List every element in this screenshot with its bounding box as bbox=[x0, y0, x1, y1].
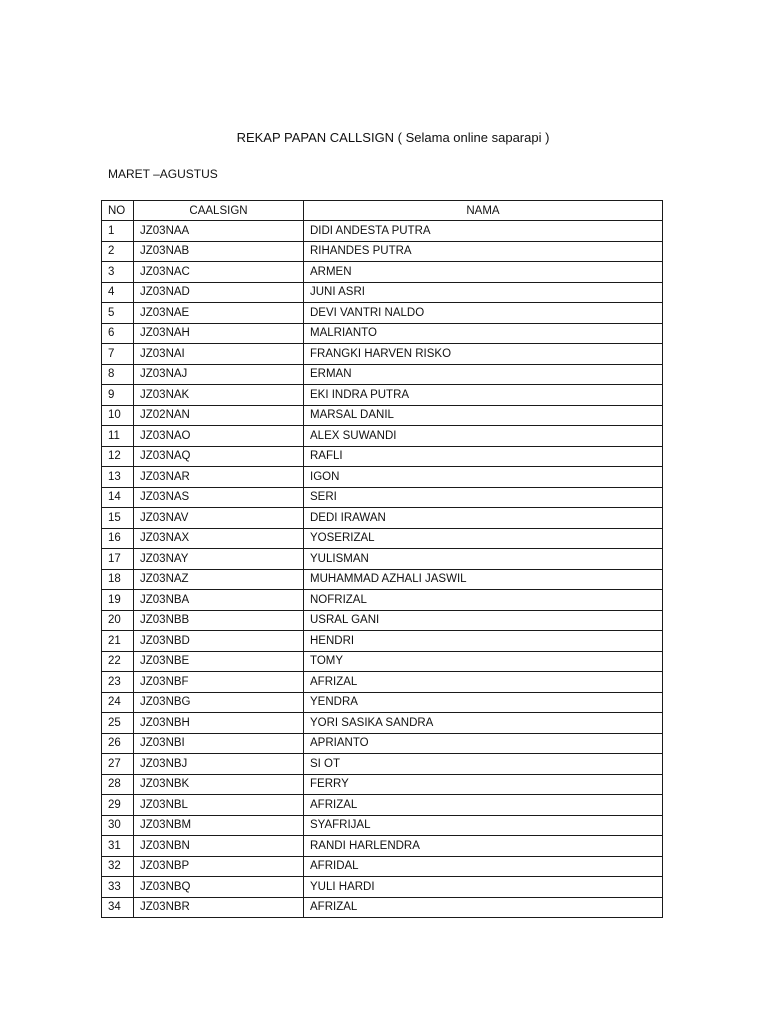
table-row bbox=[102, 733, 663, 754]
callsign-cell: JZ03NBR bbox=[134, 897, 304, 918]
row-number-cell: 34 bbox=[102, 897, 134, 918]
callsign-cell: JZ03NAI bbox=[134, 344, 304, 365]
row-number-cell: 19 bbox=[102, 590, 134, 611]
table-row bbox=[102, 528, 663, 549]
row-number-cell: 27 bbox=[102, 754, 134, 775]
row-number-cell: 14 bbox=[102, 487, 134, 508]
table-header bbox=[102, 201, 663, 221]
callsign-cell: JZ03NBF bbox=[134, 672, 304, 693]
name-cell: FRANGKI HARVEN RISKO bbox=[304, 344, 663, 365]
name-cell: MUHAMMAD AZHALI JASWIL bbox=[304, 569, 663, 590]
row-number-cell: 10 bbox=[102, 405, 134, 426]
table-row bbox=[102, 426, 663, 447]
callsign-cell: JZ03NBA bbox=[134, 590, 304, 611]
callsign-cell: JZ03NBI bbox=[134, 733, 304, 754]
row-number-cell: 28 bbox=[102, 774, 134, 795]
row-number-cell: 12 bbox=[102, 446, 134, 467]
table-row bbox=[102, 795, 663, 816]
name-cell: JUNI ASRI bbox=[304, 282, 663, 303]
table-row bbox=[102, 282, 663, 303]
name-cell: HENDRI bbox=[304, 631, 663, 652]
row-number-cell: 13 bbox=[102, 467, 134, 488]
table-row bbox=[102, 897, 663, 918]
row-number-cell: 31 bbox=[102, 836, 134, 857]
table-row bbox=[102, 815, 663, 836]
row-number-cell: 4 bbox=[102, 282, 134, 303]
row-number-cell: 24 bbox=[102, 692, 134, 713]
name-cell: TOMY bbox=[304, 651, 663, 672]
callsign-cell: JZ03NAO bbox=[134, 426, 304, 447]
row-number-cell: 11 bbox=[102, 426, 134, 447]
period-subtitle: MARET –AGUSTUS bbox=[108, 167, 218, 181]
name-cell: YULISMAN bbox=[304, 549, 663, 570]
callsign-cell: JZ03NBK bbox=[134, 774, 304, 795]
name-cell: SI OT bbox=[304, 754, 663, 775]
callsign-cell: JZ03NBD bbox=[134, 631, 304, 652]
row-number-cell: 22 bbox=[102, 651, 134, 672]
table-row bbox=[102, 303, 663, 324]
table-row bbox=[102, 385, 663, 406]
name-cell: AFRIZAL bbox=[304, 672, 663, 693]
table-row bbox=[102, 405, 663, 426]
table-row bbox=[102, 774, 663, 795]
table-row bbox=[102, 446, 663, 467]
table-row bbox=[102, 836, 663, 857]
callsign-cell: JZ03NAX bbox=[134, 528, 304, 549]
callsign-cell: JZ03NAK bbox=[134, 385, 304, 406]
name-cell: APRIANTO bbox=[304, 733, 663, 754]
name-cell: DIDI ANDESTA PUTRA bbox=[304, 221, 663, 242]
callsign-cell: JZ03NAY bbox=[134, 549, 304, 570]
name-cell: RANDI HARLENDRA bbox=[304, 836, 663, 857]
name-cell: NOFRIZAL bbox=[304, 590, 663, 611]
name-cell: USRAL GANI bbox=[304, 610, 663, 631]
row-number-cell: 5 bbox=[102, 303, 134, 324]
row-number-cell: 30 bbox=[102, 815, 134, 836]
callsign-cell: JZ03NAJ bbox=[134, 364, 304, 385]
name-cell: YORI SASIKA SANDRA bbox=[304, 713, 663, 734]
name-cell: ALEX SUWANDI bbox=[304, 426, 663, 447]
table-row bbox=[102, 877, 663, 898]
table-row bbox=[102, 610, 663, 631]
name-cell: SYAFRIJAL bbox=[304, 815, 663, 836]
table-row bbox=[102, 569, 663, 590]
table-row bbox=[102, 672, 663, 693]
name-cell: DEVI VANTRI NALDO bbox=[304, 303, 663, 324]
header-nama: NAMA bbox=[304, 201, 663, 221]
callsign-cell: JZ03NAB bbox=[134, 241, 304, 262]
row-number-cell: 2 bbox=[102, 241, 134, 262]
table-row bbox=[102, 487, 663, 508]
callsign-cell: JZ03NBL bbox=[134, 795, 304, 816]
row-number-cell: 26 bbox=[102, 733, 134, 754]
name-cell: ARMEN bbox=[304, 262, 663, 283]
row-number-cell: 17 bbox=[102, 549, 134, 570]
name-cell: MARSAL DANIL bbox=[304, 405, 663, 426]
table-row bbox=[102, 713, 663, 734]
table-row bbox=[102, 344, 663, 365]
callsign-table bbox=[101, 200, 663, 918]
callsign-cell: JZ03NAV bbox=[134, 508, 304, 529]
row-number-cell: 18 bbox=[102, 569, 134, 590]
callsign-cell: JZ03NBE bbox=[134, 651, 304, 672]
callsign-cell: JZ03NAR bbox=[134, 467, 304, 488]
row-number-cell: 9 bbox=[102, 385, 134, 406]
row-number-cell: 32 bbox=[102, 856, 134, 877]
table-row bbox=[102, 631, 663, 652]
name-cell: ERMAN bbox=[304, 364, 663, 385]
row-number-cell: 23 bbox=[102, 672, 134, 693]
row-number-cell: 6 bbox=[102, 323, 134, 344]
callsign-cell: JZ03NAZ bbox=[134, 569, 304, 590]
callsign-cell: JZ03NAA bbox=[134, 221, 304, 242]
name-cell: YOSERIZAL bbox=[304, 528, 663, 549]
page-title: REKAP PAPAN CALLSIGN ( Selama online saparapi ) bbox=[236, 130, 550, 145]
callsign-cell: JZ03NBG bbox=[134, 692, 304, 713]
table-row bbox=[102, 508, 663, 529]
table-row bbox=[102, 241, 663, 262]
callsign-cell: JZ03NBB bbox=[134, 610, 304, 631]
header-row bbox=[102, 201, 663, 221]
name-cell: AFRIZAL bbox=[304, 795, 663, 816]
table-row bbox=[102, 651, 663, 672]
callsign-cell: JZ03NBN bbox=[134, 836, 304, 857]
callsign-cell: JZ03NBP bbox=[134, 856, 304, 877]
callsign-cell: JZ03NBH bbox=[134, 713, 304, 734]
row-number-cell: 20 bbox=[102, 610, 134, 631]
callsign-cell: JZ03NBJ bbox=[134, 754, 304, 775]
callsign-cell: JZ03NAS bbox=[134, 487, 304, 508]
table-row bbox=[102, 262, 663, 283]
callsign-cell: JZ03NBQ bbox=[134, 877, 304, 898]
callsign-cell: JZ03NAQ bbox=[134, 446, 304, 467]
row-number-cell: 25 bbox=[102, 713, 134, 734]
name-cell: AFRIZAL bbox=[304, 897, 663, 918]
row-number-cell: 1 bbox=[102, 221, 134, 242]
table-row bbox=[102, 221, 663, 242]
row-number-cell: 3 bbox=[102, 262, 134, 283]
table-row bbox=[102, 856, 663, 877]
header-no: NO bbox=[102, 201, 134, 221]
name-cell: DEDI IRAWAN bbox=[304, 508, 663, 529]
table-row bbox=[102, 323, 663, 344]
name-cell: RAFLI bbox=[304, 446, 663, 467]
table-row bbox=[102, 590, 663, 611]
name-cell: YENDRA bbox=[304, 692, 663, 713]
callsign-cell: JZ02NAN bbox=[134, 405, 304, 426]
table-row bbox=[102, 364, 663, 385]
row-number-cell: 21 bbox=[102, 631, 134, 652]
callsign-cell: JZ03NAD bbox=[134, 282, 304, 303]
name-cell: RIHANDES PUTRA bbox=[304, 241, 663, 262]
table-row bbox=[102, 549, 663, 570]
name-cell: IGON bbox=[304, 467, 663, 488]
row-number-cell: 29 bbox=[102, 795, 134, 816]
table-body bbox=[102, 221, 663, 918]
name-cell: EKI INDRA PUTRA bbox=[304, 385, 663, 406]
table-row bbox=[102, 467, 663, 488]
callsign-cell: JZ03NBM bbox=[134, 815, 304, 836]
callsign-cell: JZ03NAE bbox=[134, 303, 304, 324]
callsign-cell: JZ03NAC bbox=[134, 262, 304, 283]
name-cell: SERI bbox=[304, 487, 663, 508]
name-cell: FERRY bbox=[304, 774, 663, 795]
row-number-cell: 7 bbox=[102, 344, 134, 365]
name-cell: YULI HARDI bbox=[304, 877, 663, 898]
row-number-cell: 15 bbox=[102, 508, 134, 529]
row-number-cell: 33 bbox=[102, 877, 134, 898]
table-row bbox=[102, 692, 663, 713]
callsign-cell: JZ03NAH bbox=[134, 323, 304, 344]
name-cell: MALRIANTO bbox=[304, 323, 663, 344]
header-callsign: CAALSIGN bbox=[134, 201, 304, 221]
row-number-cell: 16 bbox=[102, 528, 134, 549]
table-row bbox=[102, 754, 663, 775]
row-number-cell: 8 bbox=[102, 364, 134, 385]
name-cell: AFRIDAL bbox=[304, 856, 663, 877]
